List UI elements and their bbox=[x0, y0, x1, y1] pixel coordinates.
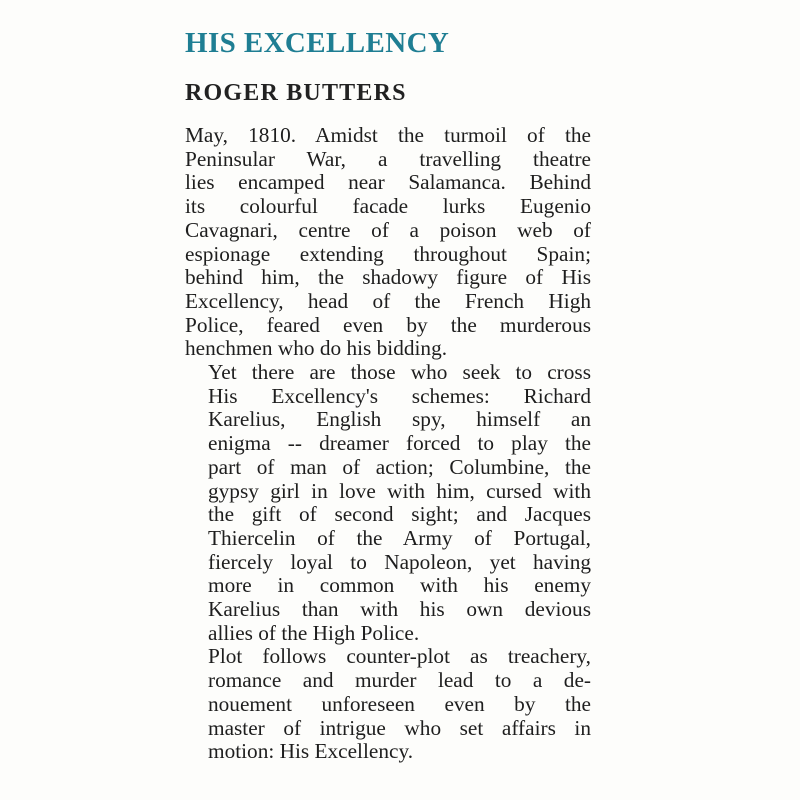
text-line: lies encamped near Salamanca. Behind bbox=[185, 170, 591, 195]
text-line: Thiercelin of the Army of Portugal, bbox=[208, 525, 591, 550]
text-line: its colourful facade lurks Eugenio bbox=[185, 194, 591, 219]
blurb-column bbox=[185, 26, 591, 764]
text-line: espionage extending throughout Spain; bbox=[185, 241, 591, 266]
blurb-body bbox=[185, 124, 591, 764]
text-line: His Excellency's schemes: Richard bbox=[208, 383, 591, 408]
text-line: nouement unforeseen even by the bbox=[208, 691, 591, 716]
text-line: Police, feared even by the murderous bbox=[185, 312, 591, 337]
text-line: the gift of second sight; and Jacques bbox=[208, 502, 591, 527]
text-line: gypsy girl in love with him, cursed with bbox=[208, 478, 591, 503]
blurb-paragraph-3 bbox=[185, 645, 591, 764]
text-line: behind him, the shadowy figure of His bbox=[185, 265, 591, 290]
text-line: part of man of action; Columbine, the bbox=[208, 454, 591, 479]
text-line: enigma -- dreamer forced to play the bbox=[208, 431, 591, 456]
text-line: May, 1810. Amidst the turmoil of the bbox=[185, 123, 591, 147]
text-line: romance and murder lead to a de- bbox=[208, 668, 591, 693]
blurb-paragraph-2 bbox=[185, 361, 591, 645]
text-line: Yet there are those who seek to cross bbox=[208, 360, 591, 385]
author-name: ROGER BUTTERS bbox=[185, 80, 407, 106]
text-line: motion: His Excellency. bbox=[208, 739, 414, 764]
text-line: Karelius, English spy, himself an bbox=[208, 407, 591, 432]
text-line: Cavagnari, centre of a poison web of bbox=[185, 217, 591, 242]
book-title: HIS EXCELLENCY bbox=[185, 27, 450, 59]
text-line: more in common with his enemy bbox=[208, 573, 591, 598]
text-line: Plot follows counter-plot as treachery, bbox=[208, 644, 591, 669]
blurb-paragraph-1 bbox=[185, 124, 591, 361]
text-line: Excellency, head of the French High bbox=[185, 288, 591, 313]
text-line: Karelius than with his own devious bbox=[208, 597, 591, 622]
text-line: allies of the High Police. bbox=[208, 620, 420, 645]
text-line: henchmen who do his bidding. bbox=[185, 336, 448, 361]
text-line: master of intrigue who set affairs in bbox=[208, 715, 591, 740]
text-line: fiercely loyal to Napoleon, yet having bbox=[208, 549, 591, 574]
text-line: Peninsular War, a travelling theatre bbox=[185, 146, 591, 171]
